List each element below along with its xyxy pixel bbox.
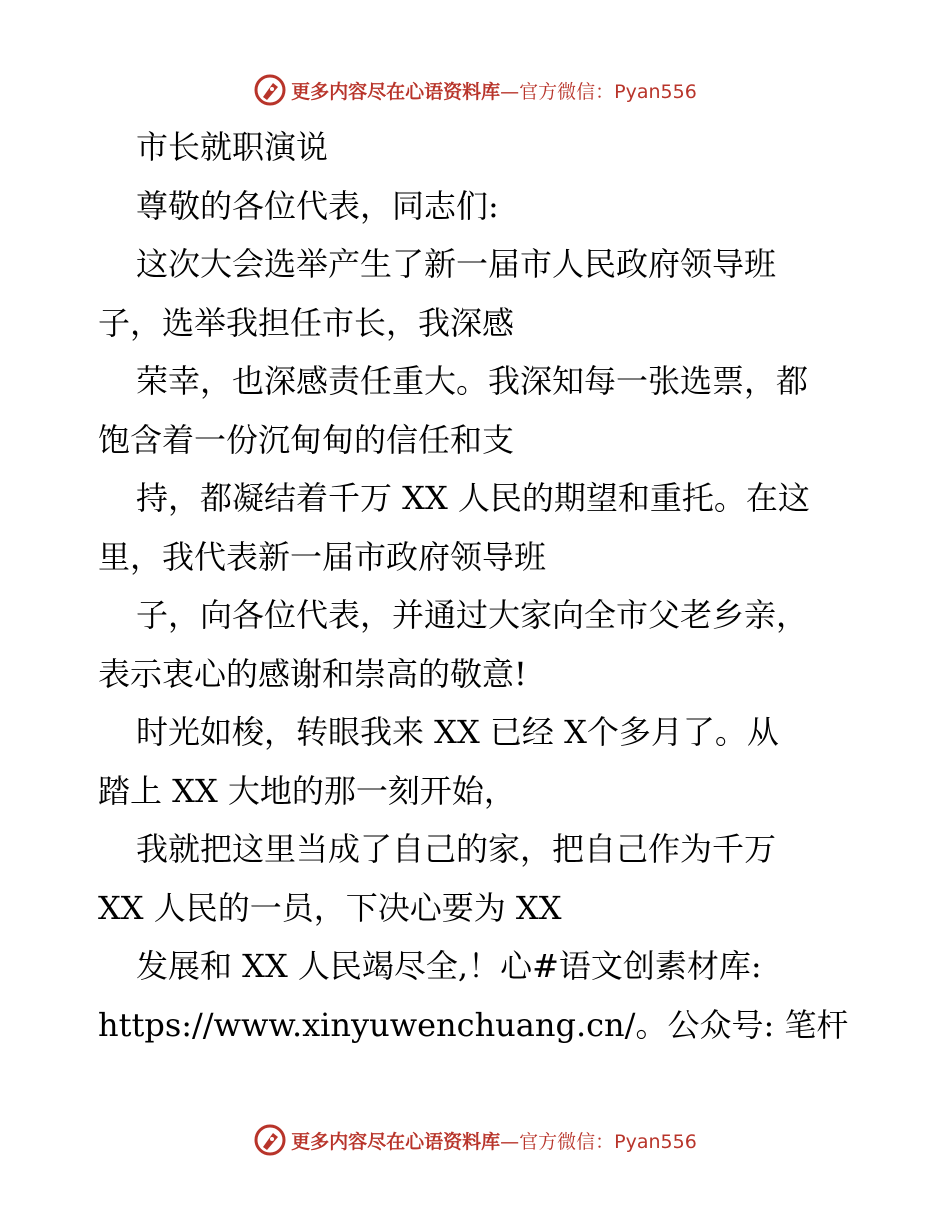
text-line: 子，选举我担任市长，我深感 — [98, 303, 515, 342]
header-banner — [0, 70, 950, 110]
text-line: https://www.xinyuwenchuang.cn/。公众号: 笔杆 — [98, 1005, 849, 1044]
footer-banner — [0, 1120, 950, 1160]
banner-wechat: —官方微信：Pyan556 — [500, 1130, 697, 1153]
banner-title: 更多内容尽在心语资料库 — [291, 80, 501, 103]
text-line: 踏上 XX 大地的那一刻开始， — [98, 771, 516, 810]
text-line: XX 人民的一员，下决心要为 XX — [98, 888, 562, 927]
banner-title: 更多内容尽在心语资料库 — [291, 1130, 501, 1153]
banner-wechat: —官方微信：Pyan556 — [500, 80, 697, 103]
document-title: 市长就职演说 — [136, 128, 329, 166]
pen-nib-logo-icon — [253, 1123, 287, 1157]
text-line: 荣幸，也深感责任重大。我深知每一张选票，都 — [136, 362, 809, 400]
text-line: 我就把这里当成了自己的家，把自己作为千万 — [136, 830, 777, 868]
text-line: 尊敬的各位代表，同志们: — [136, 186, 499, 225]
pen-nib-logo-icon — [253, 73, 287, 107]
text-line: 里，我代表新一届市政府领导班 — [98, 537, 547, 576]
text-line: 子，向各位代表，并通过大家向全市父老乡亲， — [136, 596, 809, 634]
text-line: 饱含着一份沉甸甸的信任和支 — [98, 420, 515, 459]
text-line: 时光如梭，转眼我来 XX 已经 X个多月了。从 — [136, 713, 779, 751]
text-line: 发展和 XX 人民竭尽全,！心#语文创素材库: — [136, 947, 762, 985]
text-line: 表示衷心的感谢和崇高的敬意! — [98, 654, 527, 693]
text-line: 持，都凝结着千万 XX 人民的期望和重托。在这 — [136, 479, 810, 517]
document-body — [98, 118, 858, 1054]
text-line: 这次大会选举产生了新一届市人民政府领导班 — [136, 245, 777, 283]
